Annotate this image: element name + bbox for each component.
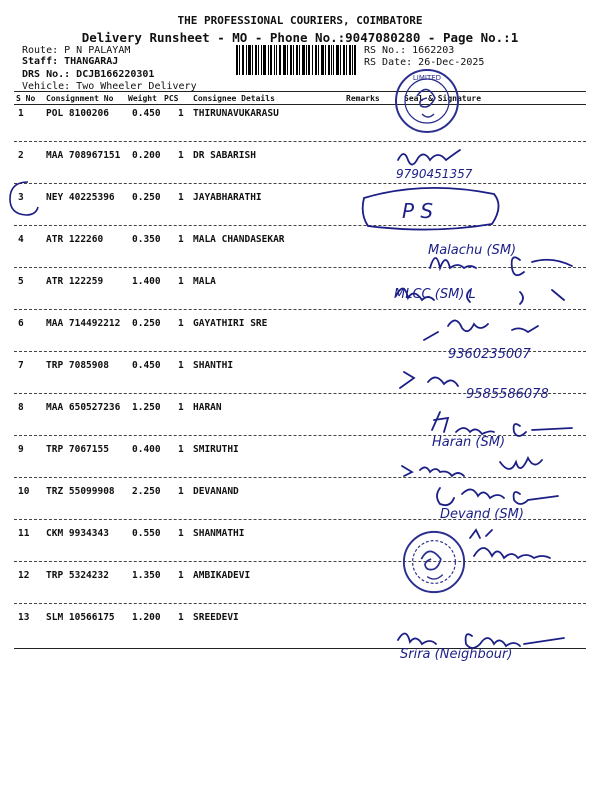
row-consignee: MALA CHANDASEKAR xyxy=(193,234,285,245)
drs-label: DRS No.: DCJB166220301 xyxy=(22,69,155,80)
row-sno: 5 xyxy=(18,276,24,287)
row-sno: 9 xyxy=(18,444,24,455)
row-consignment: MAA 708967151 xyxy=(46,150,121,161)
row-divider xyxy=(14,561,586,562)
col-remarks: Remarks xyxy=(346,94,380,103)
row-sno: 6 xyxy=(18,318,24,329)
row-sno: 2 xyxy=(18,150,24,161)
row-pcs: 1 xyxy=(178,108,184,119)
table-row xyxy=(0,318,600,334)
row-consignee: DEVANAND xyxy=(193,486,239,497)
row-sno: 7 xyxy=(18,360,24,371)
table-row xyxy=(0,276,600,292)
row-sno: 4 xyxy=(18,234,24,245)
table-row xyxy=(0,528,600,544)
row3-circle-mark xyxy=(6,178,46,218)
row-sno: 10 xyxy=(18,486,30,497)
table-row xyxy=(0,360,600,376)
row-divider xyxy=(14,309,586,310)
row-consignment: TRP 7067155 xyxy=(46,444,109,455)
row-divider xyxy=(14,393,586,394)
row5-handwritten: MLCC (SM) L xyxy=(394,287,476,302)
row-consignment: ATR 122259 xyxy=(46,276,104,287)
row-sno: 1 xyxy=(18,108,24,119)
row-consignment: CKM 9934343 xyxy=(46,528,109,539)
row-divider xyxy=(14,477,586,478)
row-pcs: 1 xyxy=(178,318,184,329)
col-weight: Weight xyxy=(128,94,157,103)
row-consignment: TRP 7085908 xyxy=(46,360,109,371)
row-sno: 8 xyxy=(18,402,24,413)
stamp-text: LIMITED xyxy=(412,74,442,82)
row-sno: 3 xyxy=(18,192,24,203)
table-row xyxy=(0,192,600,208)
row-divider xyxy=(14,519,586,520)
row2-handwritten-phone: 9790451357 xyxy=(396,167,473,181)
row-consignee: THIRUNAVUKARASU xyxy=(193,108,279,119)
row-consignee: GAYATHIRI SRE xyxy=(193,318,268,329)
row-divider xyxy=(14,351,586,352)
row4-handwritten: Malachu (SM) xyxy=(428,243,517,258)
row-divider xyxy=(14,603,586,604)
row-consignment: ATR 122260 xyxy=(46,234,104,245)
row-consignment: MAA 714492212 xyxy=(46,318,121,329)
row-pcs: 1 xyxy=(178,612,184,623)
row-consignee: DR SABARISH xyxy=(193,150,256,161)
row-weight: 0.350 xyxy=(132,234,161,245)
row6-handwritten-phone: 9360235007 xyxy=(448,347,531,362)
barcode-image xyxy=(236,45,356,75)
col-seal-signature: Seal & Signature xyxy=(404,94,482,103)
row-sno: 12 xyxy=(18,570,30,581)
row-sno: 11 xyxy=(18,528,30,539)
row-consignee: MALA xyxy=(193,276,216,287)
row8-handwritten: Haran (SM) xyxy=(432,435,506,450)
rs-date: RS Date: 26-Dec-2025 xyxy=(364,57,485,68)
table-row xyxy=(0,486,600,502)
row10-handwritten: Devand (SM) xyxy=(440,507,524,522)
row-consignee: SHANMATHI xyxy=(193,528,245,539)
row-consignment: POL 8100206 xyxy=(46,108,109,119)
row-sno: 13 xyxy=(18,612,30,623)
row-pcs: 1 xyxy=(178,528,184,539)
table-row xyxy=(0,612,600,628)
row-consignment: MAA 650527236 xyxy=(46,402,121,413)
row-weight: 1.350 xyxy=(132,570,161,581)
row-weight: 0.250 xyxy=(132,318,161,329)
company-seal-stamp xyxy=(392,66,462,136)
table-row xyxy=(0,150,600,166)
table-bottom-rule xyxy=(14,648,586,649)
row-weight: 1.400 xyxy=(132,276,161,287)
row-pcs: 1 xyxy=(178,570,184,581)
company-seal-stamp-lower xyxy=(400,528,468,596)
row-weight: 0.450 xyxy=(132,360,161,371)
row-pcs: 1 xyxy=(178,234,184,245)
row-weight: 1.250 xyxy=(132,402,161,413)
row-divider xyxy=(14,267,586,268)
row-divider xyxy=(14,141,586,142)
row-consignment: TRP 5324232 xyxy=(46,570,109,581)
row-pcs: 1 xyxy=(178,444,184,455)
row-divider xyxy=(14,183,586,184)
row-pcs: 1 xyxy=(178,360,184,371)
row-consignment: TRZ 55099908 xyxy=(46,486,115,497)
col-consignee: Consignee Details xyxy=(193,94,275,103)
col-sno: S No xyxy=(16,94,36,103)
row-consignee: SHANTHI xyxy=(193,360,234,371)
row-consignee: JAYABHARATHI xyxy=(193,192,262,203)
row-consignee: HARAN xyxy=(193,402,222,413)
route-label: Route: P N PALAYAM xyxy=(22,45,131,56)
row-pcs: 1 xyxy=(178,276,184,287)
row-divider xyxy=(14,435,586,436)
col-consignment: Consignment No xyxy=(46,94,114,103)
row-consignment: SLM 10566175 xyxy=(46,612,115,623)
row-weight: 0.400 xyxy=(132,444,161,455)
row-weight: 1.200 xyxy=(132,612,161,623)
staff-label: Staff: THANGARAJ xyxy=(22,56,119,67)
row-weight: 0.250 xyxy=(132,192,161,203)
row-divider xyxy=(14,225,586,226)
row-weight: 0.200 xyxy=(132,150,161,161)
runsheet-title: Delivery Runsheet - MO - Phone No.:9047080280 - Page No.:1 xyxy=(81,30,519,45)
company-title: THE PROFESSIONAL COURIERS, COIMBATORE xyxy=(177,14,423,27)
row13-handwritten: Srira (Neighbour) xyxy=(400,647,513,662)
col-pcs: PCS xyxy=(164,94,179,103)
table-row xyxy=(0,444,600,460)
table-row xyxy=(0,108,600,124)
vehicle-label: Vehicle: Two Wheeler Delivery xyxy=(22,81,197,92)
row-weight: 0.550 xyxy=(132,528,161,539)
table-row xyxy=(0,234,600,250)
row-weight: 0.450 xyxy=(132,108,161,119)
row-consignment: NEY 40225396 xyxy=(46,192,115,203)
row-consignee: AMBIKADEVI xyxy=(193,570,251,581)
row-consignee: SMIRUTHI xyxy=(193,444,239,455)
row7-handwritten-phone: 9585586078 xyxy=(466,387,549,402)
row-consignee: SREEDEVI xyxy=(193,612,239,623)
row-pcs: 1 xyxy=(178,486,184,497)
row-pcs: 1 xyxy=(178,150,184,161)
rs-number: RS No.: 1662203 xyxy=(364,45,455,56)
header-top-rule xyxy=(14,91,586,92)
table-row xyxy=(0,402,600,418)
row-weight: 2.250 xyxy=(132,486,161,497)
row-pcs: 1 xyxy=(178,402,184,413)
row3-handwritten-mark: P S xyxy=(402,199,434,223)
row-pcs: 1 xyxy=(178,192,184,203)
header-bottom-rule xyxy=(14,104,586,105)
table-row xyxy=(0,570,600,586)
